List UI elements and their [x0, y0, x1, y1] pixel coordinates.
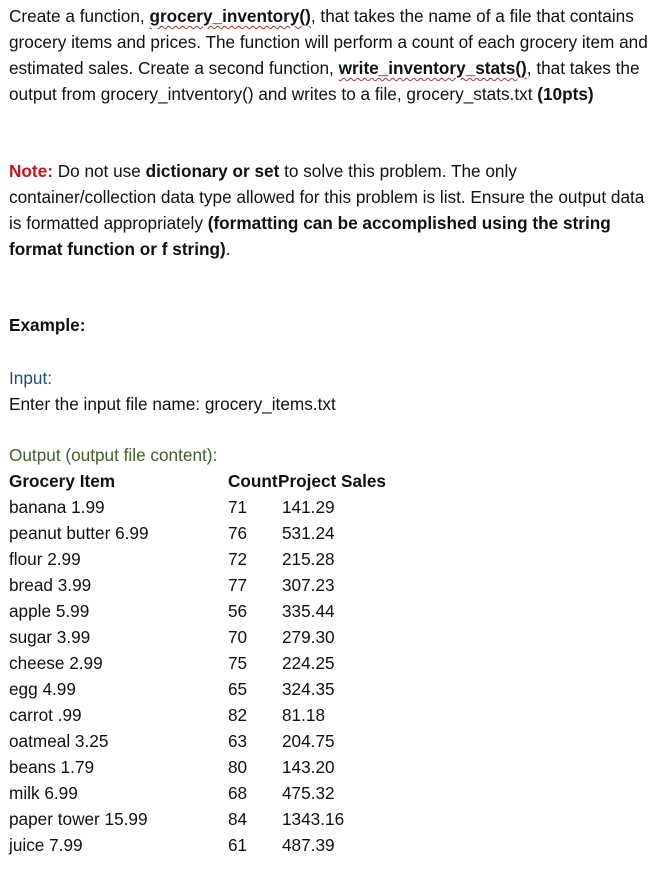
row-count: 76 — [228, 523, 248, 543]
row-count: 75 — [228, 653, 248, 673]
row-sales: 531.24 — [282, 523, 335, 543]
row-count: 61 — [228, 835, 248, 855]
row-sales: 307.23 — [282, 575, 335, 595]
row-sales: 335.44 — [282, 601, 335, 621]
row-item: sugar 3.99 — [9, 627, 91, 647]
row-sales: 81.18 — [282, 705, 326, 725]
header-grocery-item: Grocery Item — [9, 471, 116, 491]
row-sales: 215.28 — [282, 549, 335, 569]
row-item: flour 2.99 — [9, 549, 81, 569]
row-count: 71 — [228, 497, 248, 517]
header-count: Count — [228, 471, 278, 491]
row-item: juice 7.99 — [9, 835, 83, 855]
input-prompt: Enter the input file name: grocery_items.txt — [9, 394, 336, 414]
note-text-1: Do not use — [52, 161, 146, 181]
row-item: banana 1.99 — [9, 497, 105, 517]
row-item: beans 1.79 — [9, 757, 95, 777]
example-heading: Example: — [9, 315, 86, 335]
note-text-2: to solve this problem. The only container/collection data type allowed for this problem is list. Ensure the output data is formatted appropriately — [9, 161, 645, 233]
output-label: Output (output file content): — [9, 445, 218, 465]
row-item: cheese 2.99 — [9, 653, 103, 673]
note-text-3: . — [225, 239, 231, 259]
header-project-sales: Project Sales — [278, 471, 386, 491]
row-count: 65 — [228, 679, 248, 699]
note-paragraph — [9, 158, 654, 262]
row-sales: 141.29 — [282, 497, 335, 517]
function-name-grocery-inventory: grocery_inventory() — [149, 6, 311, 26]
row-item: apple 5.99 — [9, 601, 90, 621]
row-count: 77 — [228, 575, 248, 595]
row-item: egg 4.99 — [9, 679, 76, 699]
row-item: peanut butter 6.99 — [9, 523, 149, 543]
row-count: 80 — [228, 757, 248, 777]
intro-text-2: , that takes the name of a file that contains grocery items and prices. The function will perform a count of each grocery item and estimated sales. Create a second function, — [9, 6, 648, 78]
row-sales: 1343.16 — [282, 809, 345, 829]
row-item: bread 3.99 — [9, 575, 92, 595]
row-count: 68 — [228, 783, 248, 803]
row-sales: 204.75 — [282, 731, 335, 751]
row-item: paper tower 15.99 — [9, 809, 148, 829]
row-sales: 487.39 — [282, 835, 335, 855]
note-label: Note: — [9, 161, 53, 181]
row-sales: 324.35 — [282, 679, 335, 699]
row-item: oatmeal 3.25 — [9, 731, 109, 751]
row-item: carrot .99 — [9, 705, 82, 725]
note-bold-1: dictionary or set — [145, 161, 280, 181]
row-count: 63 — [228, 731, 248, 751]
points-label: (10pts) — [537, 84, 594, 104]
row-count: 84 — [228, 809, 248, 829]
row-count: 56 — [228, 601, 248, 621]
row-sales: 224.25 — [282, 653, 335, 673]
row-count: 72 — [228, 549, 248, 569]
row-item: milk 6.99 — [9, 783, 78, 803]
note-bold-2: (formatting can be accomplished using the string format function or f string) — [9, 213, 611, 259]
row-sales: 143.20 — [282, 757, 335, 777]
intro-text-1: Create a function, — [9, 6, 150, 26]
problem-statement — [9, 3, 654, 107]
row-count: 82 — [228, 705, 248, 725]
input-label: Input: — [9, 368, 53, 388]
row-sales: 279.30 — [282, 627, 335, 647]
row-sales: 475.32 — [282, 783, 335, 803]
row-count: 70 — [228, 627, 248, 647]
intro-text-3: , that takes the output from grocery_intventory() and writes to a file, grocery_stats.txt — [9, 58, 640, 104]
function-name-write-inventory-stats: write_inventory_stats() — [338, 58, 527, 78]
